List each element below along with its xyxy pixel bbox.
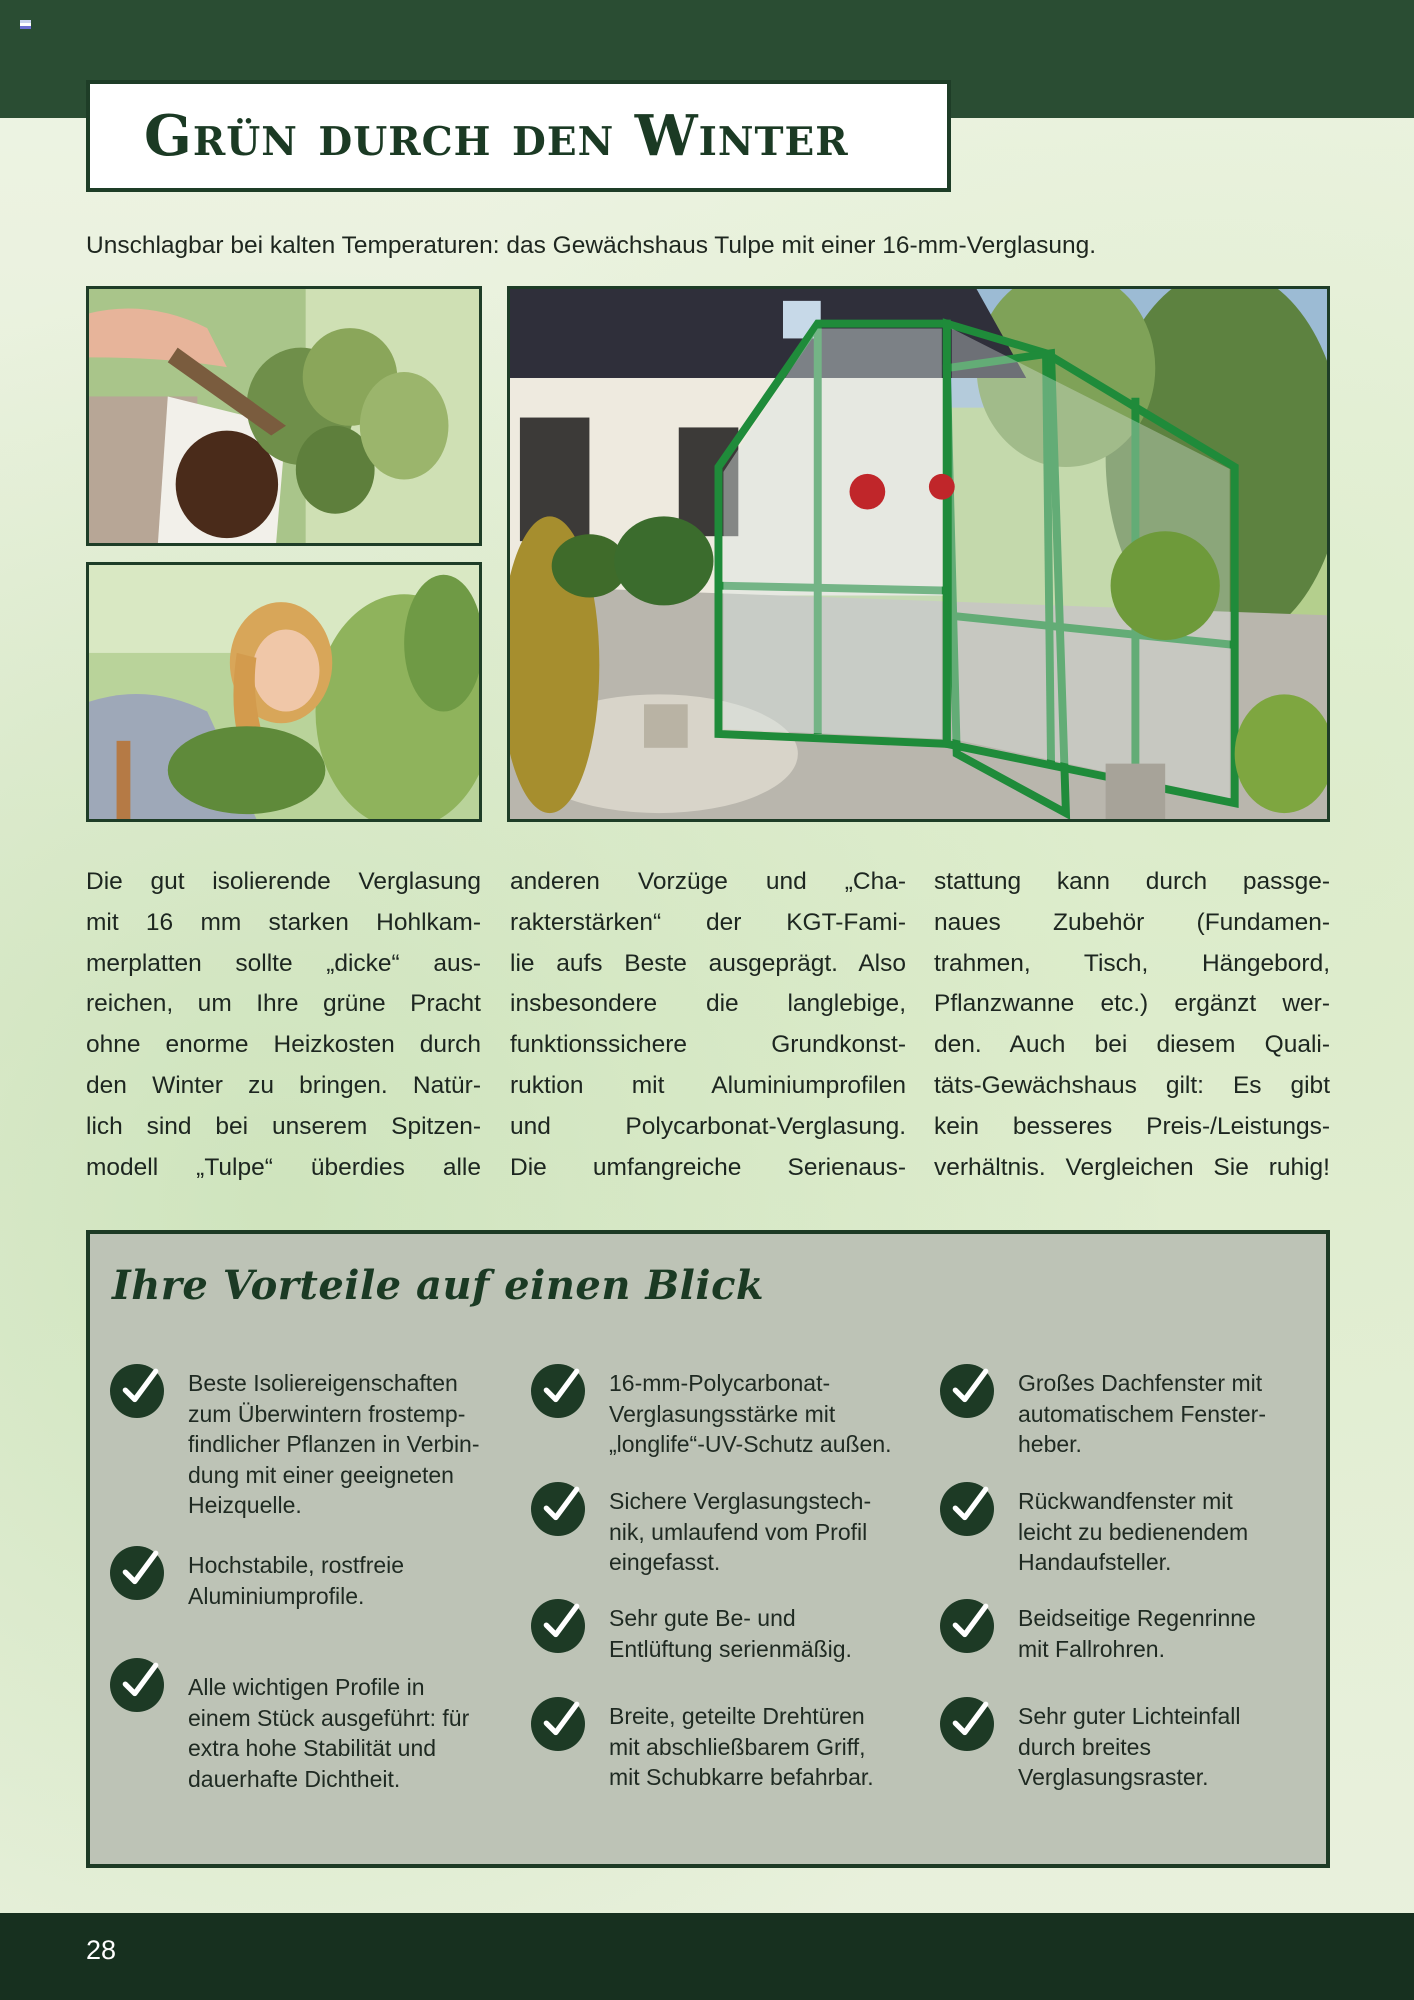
text-line: den Winter zu bringen. Natür- — [86, 1071, 481, 1099]
benefit-text: Großes Dachfenster mit automatischem Fenster- heber. — [1018, 1370, 1266, 1457]
text-line: funktionssichere Grundkonst- — [510, 1031, 906, 1059]
checkmark-circle-icon — [940, 1364, 994, 1418]
text-line: stattung kann durch passge- — [934, 868, 1330, 895]
benefit-item — [531, 1482, 871, 1578]
text-line: naues Zubehör (Fundamen- — [934, 908, 1330, 936]
photo-greenhouse-tulpe — [507, 286, 1330, 822]
text-line: anderen Vorzüge und „Cha- — [510, 868, 906, 895]
benefit-item — [940, 1364, 1266, 1460]
benefit-text: Sichere Verglasungstech- nik, umlaufend vom Profil eingefasst. — [609, 1488, 872, 1575]
body-column-2 — [510, 862, 906, 1188]
photo-woman-in-garden — [86, 562, 482, 822]
flag-icon — [20, 20, 31, 29]
benefit-item — [940, 1697, 1240, 1793]
checkmark-circle-icon — [110, 1658, 164, 1712]
benefits-heading: Ihre Vorteile auf einen Blick — [112, 1262, 765, 1309]
text-line: den. Auch bei diesem Quali- — [934, 1031, 1330, 1059]
text-line: kein besseres Preis-/Leistungs- — [934, 1112, 1330, 1140]
text-line: reichen, um Ihre grüne Pracht — [86, 990, 481, 1018]
text-line: ruktion mit Aluminiumprofilen — [510, 1071, 906, 1099]
title-box — [86, 80, 951, 192]
benefit-text: Beste Isoliereigenschaften zum Überwintern frostemp- findlicher Pflanzen in Verbin- dung mit einer geeigneten Heizquelle. — [188, 1370, 480, 1518]
text-line: insbesondere die langlebige, — [510, 990, 906, 1018]
benefit-item — [110, 1546, 404, 1611]
body-column-3 — [934, 862, 1330, 1188]
benefit-item — [531, 1364, 892, 1460]
text-line: ohne enorme Heizkosten durch — [86, 1031, 481, 1059]
benefit-text: Hochstabile, rostfreie Aluminiumprofile. — [188, 1552, 405, 1609]
checkmark-circle-icon — [531, 1482, 585, 1536]
text-line: trahmen, Tisch, Hängebord, — [934, 949, 1330, 977]
photo-potting-plant — [86, 286, 482, 546]
checkmark-circle-icon — [110, 1546, 164, 1600]
benefit-text: Beidseitige Regenrinne mit Fallrohren. — [1018, 1605, 1256, 1662]
benefit-item — [531, 1697, 874, 1793]
benefit-item — [110, 1364, 480, 1521]
text-line: Pflanzwanne etc.) ergänzt wer- — [934, 990, 1330, 1018]
checkmark-circle-icon — [940, 1697, 994, 1751]
checkmark-circle-icon — [531, 1599, 585, 1653]
benefit-item — [940, 1482, 1248, 1578]
text-line: rakterstärken“ der KGT-Fami- — [510, 908, 906, 936]
checkmark-circle-icon — [531, 1364, 585, 1418]
benefit-text: 16-mm-Polycarbonat- Verglasungsstärke mit „longlife“-UV-Schutz außen. — [609, 1370, 892, 1457]
text-line: Die umfangreiche Serienaus- — [510, 1153, 906, 1181]
checkmark-circle-icon — [531, 1697, 585, 1751]
checkmark-circle-icon — [110, 1364, 164, 1418]
text-line: lie aufs Beste ausgeprägt. Also — [510, 949, 906, 977]
text-line: lich sind bei unserem Spitzen- — [86, 1112, 481, 1140]
text-line: merplatten sollte „dicke“ aus- — [86, 949, 481, 977]
body-column-1 — [86, 862, 481, 1188]
text-line: und Polycarbonat-Verglasung. — [510, 1112, 906, 1140]
text-line: Die gut isolierende Verglasung — [86, 868, 481, 895]
text-line: mit 16 mm starken Hohlkam- — [86, 908, 481, 936]
benefit-text: Rückwandfenster mit leicht zu bedienendem Handaufsteller. — [1018, 1488, 1249, 1575]
checkmark-circle-icon — [940, 1599, 994, 1653]
benefit-item — [110, 1658, 469, 1794]
benefit-text: Alle wichtigen Profile in einem Stück ausgeführt: für extra hohe Stabilität und dauerhafte Dichtheit. — [188, 1674, 470, 1792]
footer-band — [0, 1913, 1414, 2000]
benefit-item — [531, 1599, 852, 1664]
benefit-text: Sehr gute Be- und Entlüftung serienmäßig. — [609, 1605, 852, 1662]
subtitle: Unschlagbar bei kalten Temperaturen: das Gewächshaus Tulpe mit einer 16-mm-Verglasung. — [86, 232, 1097, 259]
checkmark-circle-icon — [940, 1482, 994, 1536]
text-line: modell „Tulpe“ überdies alle — [86, 1153, 481, 1181]
page-number: 28 — [86, 1935, 117, 1965]
benefits-box — [86, 1230, 1330, 1868]
page-title: Grün durch den Winter — [144, 103, 849, 169]
benefit-item — [940, 1599, 1256, 1664]
benefit-text: Sehr guter Lichteinfall durch breites Verglasungsraster. — [1018, 1703, 1241, 1790]
text-line: täts-Gewächshaus gilt: Es gibt — [934, 1071, 1330, 1099]
text-line: verhältnis. Vergleichen Sie ruhig! — [934, 1153, 1330, 1181]
benefit-text: Breite, geteilte Drehtüren mit abschließbarem Griff, mit Schubkarre befahrbar. — [609, 1703, 874, 1790]
